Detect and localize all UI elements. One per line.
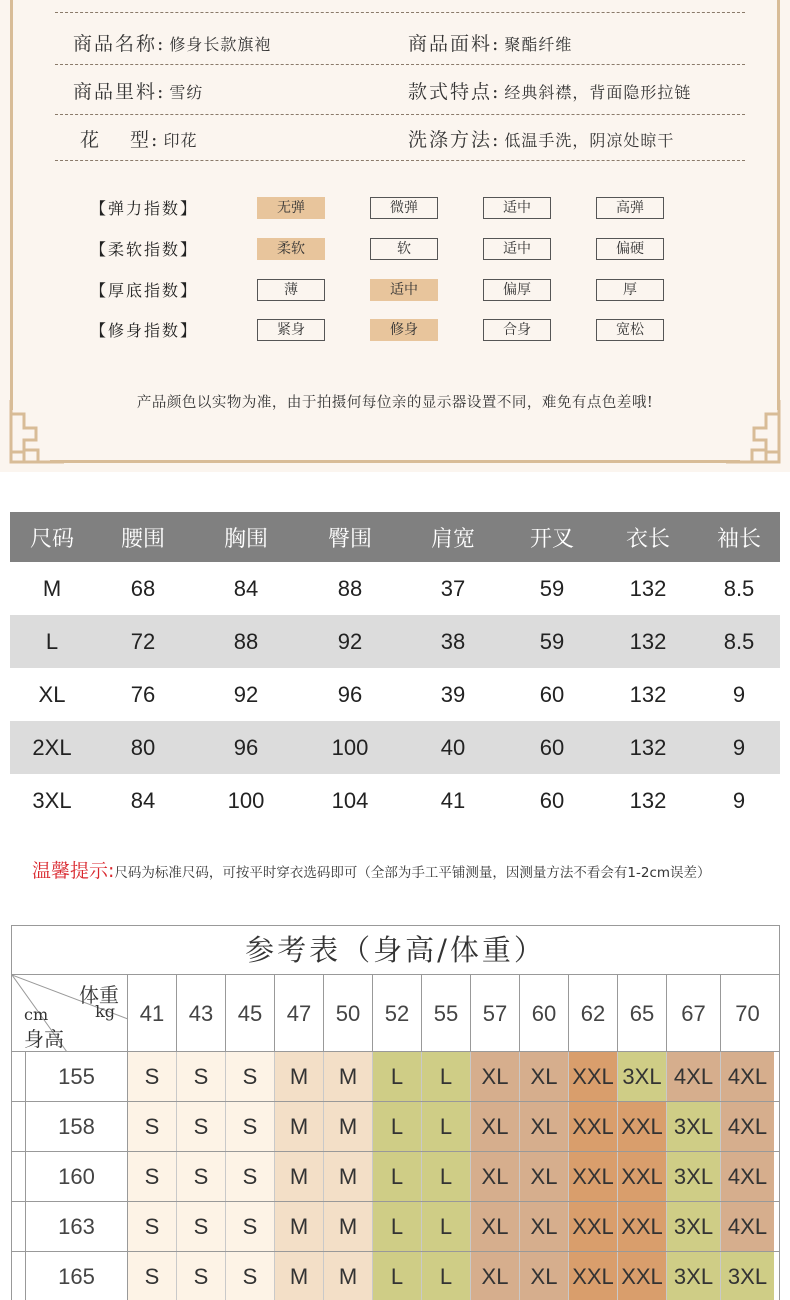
size-table-cell: L: [45, 628, 59, 654]
row-stub: [12, 1202, 26, 1251]
size-table-header-cell: 腰围: [120, 526, 165, 552]
row-stub: [12, 1102, 26, 1151]
height-cell: 158: [26, 1102, 128, 1151]
size-cell: S: [128, 1102, 177, 1151]
attr-lining: [73, 77, 203, 104]
size-cell: S: [177, 1152, 226, 1201]
tip-text: 尺码为标准尺码，可按平时穿衣选码即可（全部为手工平铺测量，因测量方法不看会有1-2cm误差）: [114, 865, 711, 881]
attr-label: 商品面料:: [408, 33, 501, 55]
weight-header-cell: 70: [735, 1001, 760, 1026]
height-cell: 165: [26, 1252, 128, 1300]
size-cell: XL: [520, 1202, 569, 1251]
size-table-cell: 60: [539, 681, 565, 707]
size-cell: M: [324, 1152, 373, 1201]
size-table-row: [10, 615, 780, 668]
size-table-cell: 60: [539, 734, 565, 760]
size-cell: XXL: [618, 1202, 667, 1251]
size-cell: S: [177, 1052, 226, 1101]
softness-index-label: 【柔软指数】: [90, 240, 199, 259]
reference-table: [11, 925, 780, 1300]
size-cell: S: [226, 1252, 275, 1300]
weight-header-cell: 47: [275, 975, 324, 1051]
reference-row: [12, 1202, 779, 1252]
elasticity-index-label: 【弹力指数】: [90, 199, 199, 218]
thickness-option: 厚: [596, 279, 664, 301]
size-cell: L: [373, 1152, 422, 1201]
size-table-cell: 59: [539, 628, 565, 654]
size-cell: M: [275, 1202, 324, 1251]
row-stub: [12, 1252, 26, 1300]
attr-label: 商品里料:: [73, 81, 166, 103]
color-notice: 产品颜色以实物为准，由于拍摄何每位亲的显示器设置不同，难免有点色差哦!: [136, 395, 654, 411]
size-table-cell: 88: [233, 628, 259, 654]
size-cell: L: [373, 1202, 422, 1251]
weight-header-cell: 57: [471, 975, 520, 1051]
size-table-header-cell: 开叉: [529, 526, 574, 552]
size-cell: 3XL: [721, 1252, 774, 1300]
size-cell: XXL: [618, 1252, 667, 1300]
size-table-cell: 38: [440, 628, 466, 654]
height-cell: 163: [26, 1202, 128, 1251]
size-cell: 3XL: [667, 1202, 721, 1251]
softness-option: 偏硬: [596, 238, 664, 260]
size-cell: S: [226, 1102, 275, 1151]
size-cell: L: [373, 1052, 422, 1101]
size-cell: 4XL: [721, 1052, 774, 1101]
thickness-index-label: 【厚底指数】: [90, 281, 199, 300]
size-cell: XL: [520, 1102, 569, 1151]
size-table-cell: 39: [440, 681, 466, 707]
size-table-header-cell: 尺码: [29, 526, 74, 552]
size-cell: L: [422, 1052, 471, 1101]
corner-height-label: 身高: [24, 1027, 64, 1051]
size-cell: XL: [520, 1252, 569, 1300]
attr-pattern: [80, 125, 197, 152]
size-cell: XL: [471, 1202, 520, 1251]
thickness-option: 薄: [257, 279, 325, 301]
size-table-cell: 104: [331, 787, 369, 813]
size-cell: 3XL: [667, 1152, 721, 1201]
size-table-row: [10, 721, 780, 774]
size-table-cell: 8.5: [723, 628, 755, 654]
panel-border-right: [777, 0, 780, 410]
size-table-cell: 76: [130, 681, 156, 707]
size-table-cell: 84: [233, 575, 259, 601]
size-cell: M: [275, 1252, 324, 1300]
size-cell: XXL: [569, 1052, 618, 1101]
size-cell: M: [275, 1102, 324, 1151]
size-cell: S: [177, 1252, 226, 1300]
size-table-cell: 132: [629, 787, 667, 813]
size-cell: S: [226, 1152, 275, 1201]
size-table-row: [10, 668, 780, 721]
divider: [55, 160, 745, 161]
tip-label: 温馨提示:: [32, 860, 115, 882]
corner-cm-label: cm: [24, 1005, 49, 1024]
row-stub: [12, 1152, 26, 1201]
size-cell: L: [422, 1252, 471, 1300]
size-cell: XL: [471, 1102, 520, 1151]
size-table-cell: 40: [440, 734, 466, 760]
corner-weight-label: 体重: [79, 983, 119, 1007]
size-table-header: [10, 512, 780, 562]
size-table-cell: 72: [130, 628, 156, 654]
size-table-header-cell: 衣长: [625, 526, 670, 552]
size-tip: [32, 856, 711, 883]
divider: [55, 114, 745, 115]
size-cell: 4XL: [667, 1052, 721, 1101]
size-table-cell: 84: [130, 787, 156, 813]
size-table-cell: 96: [233, 734, 259, 760]
fit-option: 紧身: [257, 319, 325, 341]
size-table-cell: 92: [233, 681, 259, 707]
size-cell: S: [226, 1202, 275, 1251]
attr-label: 款式特点:: [408, 81, 501, 103]
fit-index-label: 【修身指数】: [90, 321, 199, 340]
attr-value: 雪纺: [169, 83, 204, 102]
reference-row: [12, 1152, 779, 1202]
size-cell: M: [275, 1152, 324, 1201]
weight-header-cell: 50: [324, 975, 373, 1051]
attr-value: 聚酯纤维: [504, 35, 573, 54]
size-table-header-cell: 肩宽: [430, 526, 475, 552]
size-cell: 3XL: [618, 1052, 667, 1101]
corner-kg-label: kg: [95, 1002, 115, 1021]
attr-label: 洗涤方法:: [408, 129, 501, 151]
reference-row: [12, 1102, 779, 1152]
elasticity-option-selected: 无弹: [257, 197, 325, 219]
size-cell: 3XL: [667, 1252, 721, 1300]
size-cell: XL: [520, 1052, 569, 1101]
attr-label: 花 型:: [80, 129, 160, 151]
size-cell: S: [128, 1152, 177, 1201]
divider: [55, 64, 745, 65]
weight-header-cell: 55: [422, 975, 471, 1051]
weight-header-cell: 52: [373, 975, 422, 1051]
row-stub: [12, 1052, 26, 1101]
size-table-cell: 132: [629, 734, 667, 760]
attr-fabric: [408, 29, 572, 56]
height-cell: 160: [26, 1152, 128, 1201]
size-cell: S: [128, 1052, 177, 1101]
size-cell: M: [324, 1052, 373, 1101]
size-table-cell: 96: [337, 681, 363, 707]
size-table-cell: 100: [331, 734, 369, 760]
size-table-cell: 92: [337, 628, 363, 654]
size-table-cell: 80: [130, 734, 156, 760]
attr-product-name: [73, 29, 271, 56]
size-cell: XXL: [569, 1152, 618, 1201]
size-table-cell: 9: [732, 787, 746, 813]
size-table-cell: 3XL: [32, 787, 72, 813]
size-cell: M: [324, 1252, 373, 1300]
size-table-cell: 60: [539, 787, 565, 813]
size-cell: M: [324, 1102, 373, 1151]
size-table-cell: 9: [732, 734, 746, 760]
weight-header-cell: 41: [128, 975, 177, 1051]
size-table-row: [10, 774, 780, 827]
attr-value: 修身长款旗袍: [169, 35, 272, 54]
size-cell: 4XL: [721, 1102, 774, 1151]
size-table-cell: 59: [539, 575, 565, 601]
reference-row: [12, 1252, 779, 1300]
weight-header-cell: 60: [520, 975, 569, 1051]
size-cell: XXL: [618, 1152, 667, 1201]
size-table: [10, 512, 780, 827]
size-table-cell: 132: [629, 575, 667, 601]
panel-border-bottom: [50, 460, 740, 463]
size-cell: XXL: [569, 1102, 618, 1151]
size-cell: S: [226, 1052, 275, 1101]
size-table-cell: 2XL: [32, 734, 72, 760]
product-info-panel: [0, 0, 790, 472]
size-cell: XL: [471, 1052, 520, 1101]
divider: [55, 12, 745, 13]
attr-value: 低温手洗，阴凉处晾干: [504, 131, 675, 150]
size-cell: 4XL: [721, 1152, 774, 1201]
size-table-header-cell: 臀围: [327, 526, 372, 552]
fit-option-selected: 修身: [370, 319, 438, 341]
fit-option: 合身: [483, 319, 551, 341]
weight-header-cell: 43: [177, 975, 226, 1051]
size-cell: 4XL: [721, 1202, 774, 1251]
attr-value: 经典斜襟，背面隐形拉链: [504, 83, 692, 102]
size-table-cell: 132: [629, 628, 667, 654]
size-cell: L: [422, 1152, 471, 1201]
size-cell: L: [373, 1252, 422, 1300]
size-cell: M: [275, 1052, 324, 1101]
size-cell: L: [422, 1102, 471, 1151]
size-cell: XL: [471, 1152, 520, 1201]
thickness-option-selected: 适中: [370, 279, 438, 301]
size-cell: S: [177, 1102, 226, 1151]
corner-header-cell: [12, 975, 128, 1051]
attr-value: 印花: [163, 131, 198, 150]
reference-header-row: [12, 975, 779, 1052]
size-table-cell: 88: [337, 575, 363, 601]
size-table-header-cell: 胸围: [223, 526, 268, 552]
softness-option: 软: [370, 238, 438, 260]
size-cell: S: [128, 1252, 177, 1300]
attr-style-features: [408, 77, 691, 104]
size-cell: L: [422, 1202, 471, 1251]
weight-header-cell: 62: [569, 975, 618, 1051]
softness-option: 适中: [483, 238, 551, 260]
weight-header-cell: 65: [618, 975, 667, 1051]
height-cell: 155: [26, 1052, 128, 1101]
size-table-header-cell: 袖长: [716, 526, 761, 552]
elasticity-option: 适中: [483, 197, 551, 219]
size-cell: XXL: [618, 1102, 667, 1151]
size-table-row: [10, 562, 780, 615]
size-cell: M: [324, 1202, 373, 1251]
reference-row: [12, 1052, 779, 1102]
weight-header-cell: 67: [667, 975, 721, 1051]
panel-border-left: [10, 0, 13, 410]
size-table-cell: XL: [38, 681, 66, 707]
attr-washing: [408, 125, 674, 152]
size-table-cell: 68: [130, 575, 156, 601]
size-table-cell: 8.5: [723, 575, 755, 601]
size-table-cell: 41: [440, 787, 466, 813]
weight-header-cell: 45: [226, 975, 275, 1051]
size-cell: L: [373, 1102, 422, 1151]
size-table-cell: 37: [440, 575, 466, 601]
size-cell: XL: [520, 1152, 569, 1201]
size-table-cell: 132: [629, 681, 667, 707]
size-table-cell: 100: [227, 787, 265, 813]
reference-title: 参考表（身高/体重）: [12, 926, 779, 975]
attr-label: 商品名称:: [73, 33, 166, 55]
thickness-option: 偏厚: [483, 279, 551, 301]
size-cell: S: [128, 1202, 177, 1251]
elasticity-option: 微弹: [370, 197, 438, 219]
softness-option-selected: 柔软: [257, 238, 325, 260]
size-cell: S: [177, 1202, 226, 1251]
size-cell: 3XL: [667, 1102, 721, 1151]
size-cell: XXL: [569, 1252, 618, 1300]
size-cell: XXL: [569, 1202, 618, 1251]
elasticity-option: 高弹: [596, 197, 664, 219]
reference-body: [12, 1052, 779, 1300]
size-table-cell: M: [42, 575, 62, 601]
fit-option: 宽松: [596, 319, 664, 341]
size-table-cell: 9: [732, 681, 746, 707]
size-cell: XL: [471, 1252, 520, 1300]
